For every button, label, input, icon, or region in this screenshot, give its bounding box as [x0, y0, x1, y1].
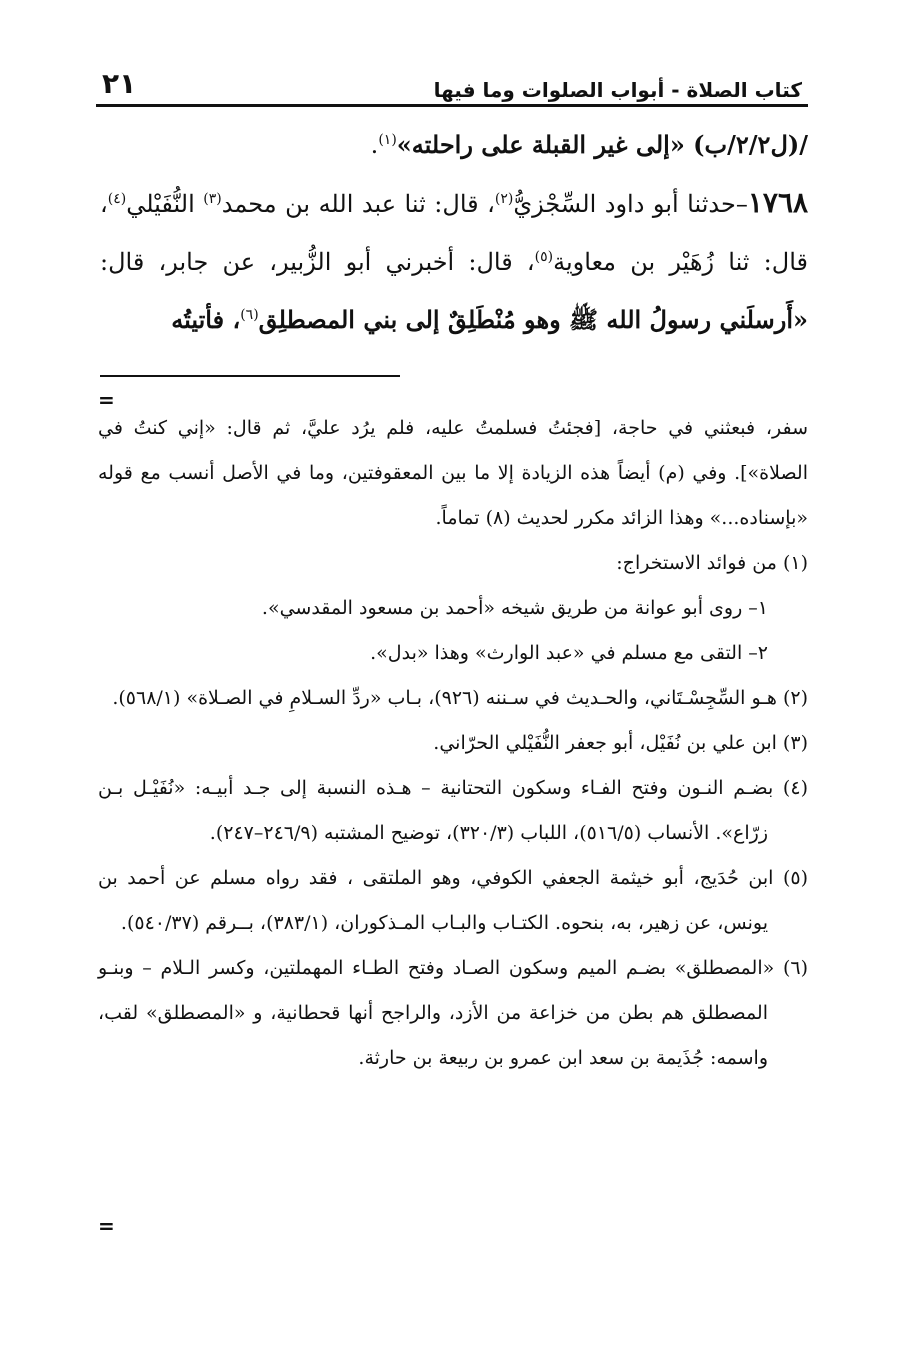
hadith-paragraph: [100, 174, 808, 349]
hadith-matn: «أَرسلَني رسولُ الله ﷺ وهو مُنْطَلِقٌ إلى بني المصطلِق: [258, 305, 808, 334]
footnote-continuation: سفر، فبعثني في حاجة، [فجئتُ فسلمتُ عليه، فلم يرُد عليَّ، ثم قال: «إني كنتُ في الصلاة»]. وفي (م) أيضاً هذه الزيادة إلا ما بين المعقوفتين، وما في الأصل أنسب مع قوله «بإسناده...» وهذا الزائد مكرر لحديث (٨) تماماً.: [98, 417, 808, 529]
footnote-ref-2: (٢): [494, 191, 514, 207]
continuation-mark-top: =: [98, 388, 115, 412]
chapter-heading-end: .: [370, 131, 379, 159]
footnote-1-head: (١) من فوائد الاستخراج:: [616, 552, 808, 574]
footnote-ref-5: (٥): [534, 249, 554, 265]
chapter-heading: /(ل٢/٢/ب) «إلى غير القبلة على راحلته»: [396, 130, 808, 159]
main-line-1: [100, 116, 808, 174]
header-rule: [96, 104, 808, 107]
hadith-isnad-d: ، قال: ثنا زُهَيْر بن معاوية: [100, 190, 808, 276]
main-text: [100, 116, 808, 349]
hadith-isnad-c: النُّفَيْلي: [126, 190, 204, 218]
footnote-2: (٢) هـو السِّجِسْـتَاني، والحـديث في سـننه (٩٢٦)، بـاب «ردِّ السـلامِ في الصـلاة» (٥٦٨/١).: [112, 687, 808, 709]
footnote-ref-3: (٣): [203, 191, 222, 207]
footnote-1-item-2: ٢– التقى مع مسلم في «عبد الوارث» وهذا «بدل».: [370, 642, 768, 664]
footnote-separator: [100, 375, 400, 377]
footnotes: [98, 406, 808, 1081]
hadith-number: ١٧٦٨: [747, 186, 809, 219]
footnote-ref-1: (١): [378, 132, 397, 148]
hadith-isnad-b: ، قال: ثنا عبد الله بن محمد: [221, 190, 495, 218]
footnote-3: (٣) ابن علي بن نُفَيْل، أبو جعفر النُّفَيْلي الحرّاني.: [433, 732, 808, 754]
footnote-4: (٤) بضـم النـون وفتح الفـاء وسكون التحتانية – هـذه النسبة إلى جـد أبيـه: «نُفَيْـل بـن زرّاع». الأنساب (٥١٦/٥)، اللباب (٣٢٠/٣)، توضيح المشتبه (٢٤٦/٩–٢٤٧).: [98, 777, 808, 844]
hadith-isnad-e: ، قال: أخبرني أبو الزُّبير، عن جابر، قال:: [100, 248, 535, 276]
page-number: ٢١: [102, 67, 137, 100]
running-header: [96, 62, 808, 102]
footnote-5: (٥) ابن حُدَيج، أبو خيثمة الجعفي الكوفي، وهو الملتقى ، فقد رواه مسلم عن أحمد بن يونس، عن زهير، به، بنحوه. الكتـاب والبـاب المـذكوران، (٣٨٣/١)، بــرقم (٥٤٠/٣٧).: [98, 867, 808, 934]
header-title: كتاب الصلاة - أبواب الصلوات وما فيها: [433, 78, 802, 102]
continuation-mark-bottom: =: [98, 1214, 115, 1238]
footnote-1-item-1: ١– روى أبو عوانة من طريق شيخه «أحمد بن مسعود المقدسي».: [261, 597, 768, 619]
hadith-isnad-a: –حدثنا أبو داود السِّجْزيُّ: [513, 190, 748, 218]
footnote-ref-6: (٦): [240, 307, 259, 323]
footnote-ref-4: (٤): [107, 191, 127, 207]
footnote-6: (٦) «المصطلق» بضـم الميم وسكون الصـاد وفتح الطـاء المهملتين، وكسر الـلام – وبنـو المصطلق هم بطن من خزاعة من الأزد، والراجح أنها قحطانية، و «المصطلق» لقب، واسمه: جُذَيمة بن سعد ابن عمرو بن ربيعة بن حارثة.: [98, 957, 808, 1069]
hadith-matn-end: ، فأتيتُه: [171, 305, 241, 334]
